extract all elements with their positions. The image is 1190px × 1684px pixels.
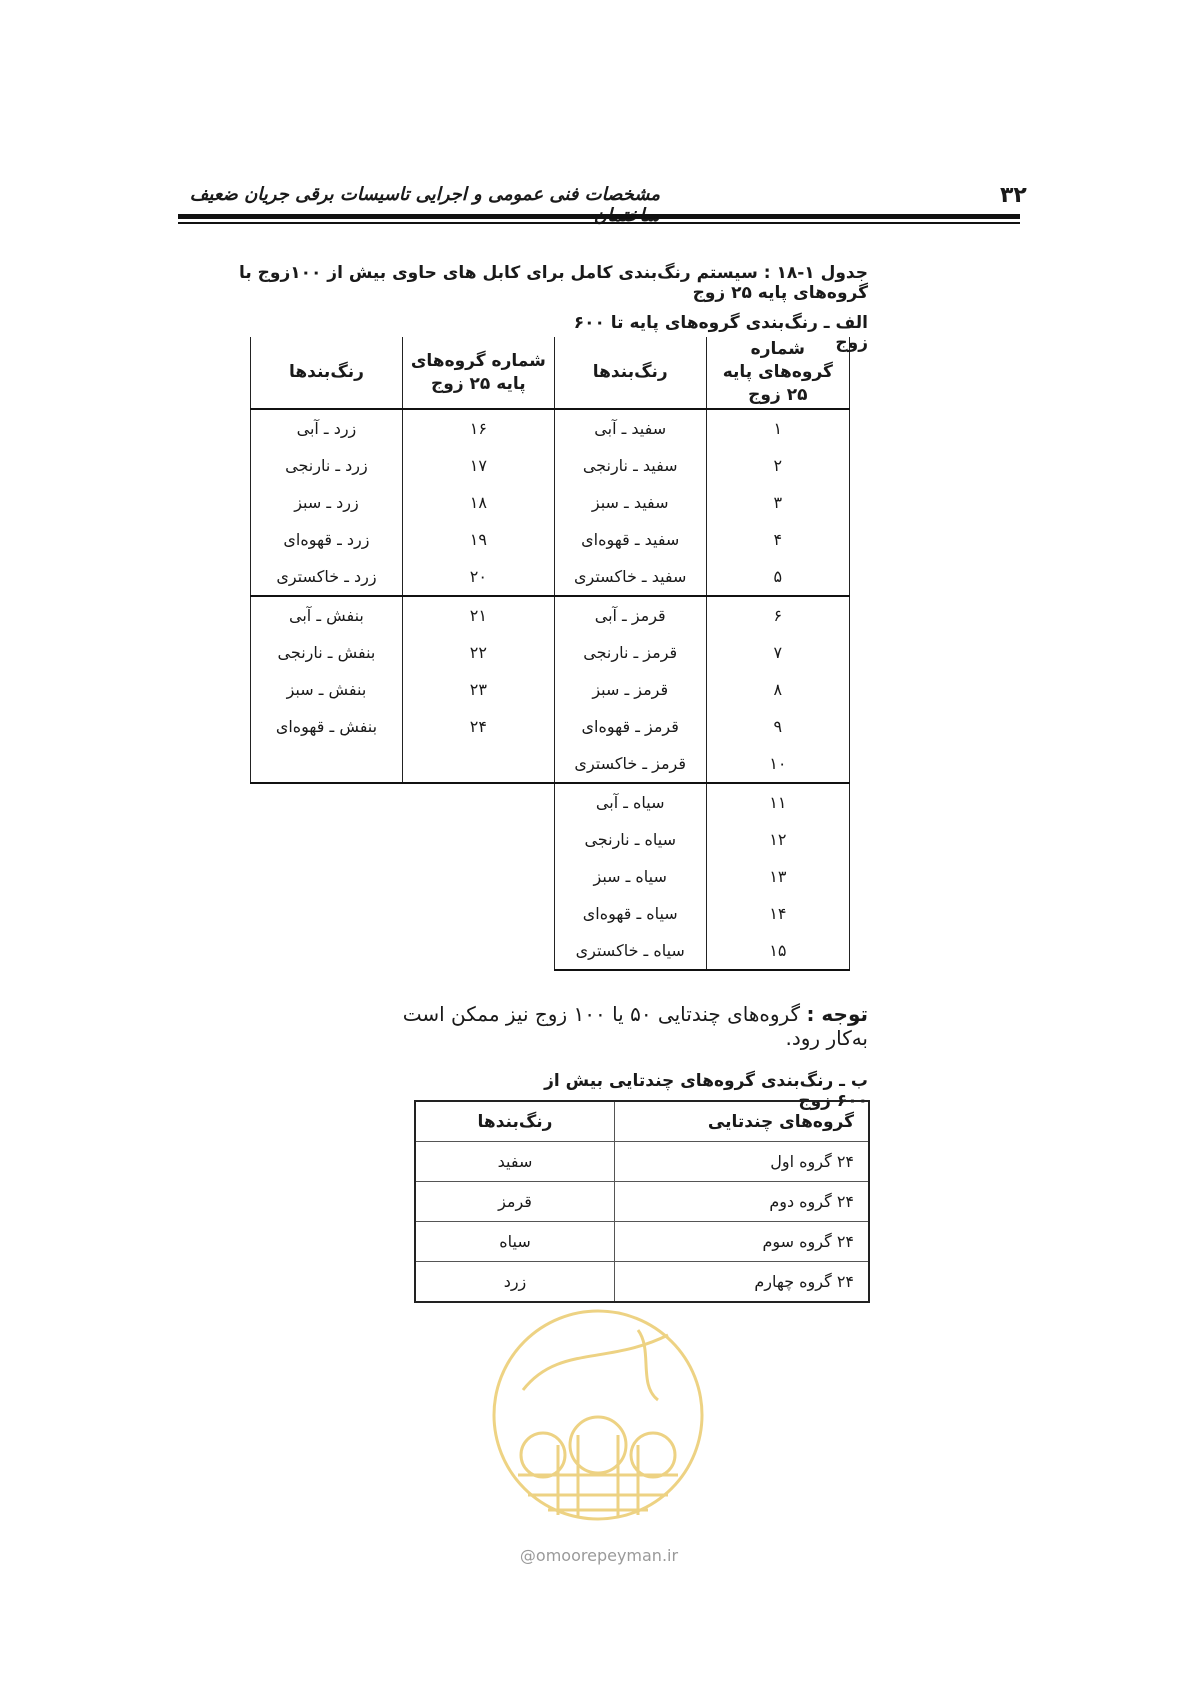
color-pair-cell: قرمز ـ قهوه‌ای <box>554 708 706 745</box>
multi-group-cell: ۲۴ گروه سوم <box>615 1222 870 1262</box>
color-pair-cell: قرمز ـ آبی <box>554 596 706 634</box>
group-number-cell: ۲۱ <box>402 596 554 634</box>
color-cell: سفید <box>415 1142 615 1182</box>
color-pair-cell: بنفش ـ آبی <box>251 596 403 634</box>
color-pair-cell: بنفش ـ نارنجی <box>251 634 403 671</box>
table-row <box>251 783 850 821</box>
color-cell: قرمز <box>415 1182 615 1222</box>
table-row <box>251 745 850 783</box>
group-number-cell: ۱۹ <box>402 521 554 558</box>
group-number-cell: ۳ <box>706 484 849 521</box>
table-row <box>251 558 850 596</box>
table-row <box>251 634 850 671</box>
table-row <box>415 1142 869 1182</box>
group-number-cell: ۱۷ <box>402 447 554 484</box>
table-caption: جدول ۱-۱۸ : سیستم رنگ‌بندی کامل برای کابل های حاوی بیش از ۱۰۰زوج با گروه‌های پایه ۲۵ زوج <box>238 263 868 303</box>
color-pair-cell <box>251 932 403 970</box>
group-number-cell: ۱۸ <box>402 484 554 521</box>
table-b-subtitle: ب ـ رنگ‌بندی گروه‌های چندتایی بیش از ۶۰۰ زوج <box>544 1071 868 1111</box>
table-a-subtitle: الف ـ رنگ‌بندی گروه‌های پایه تا ۶۰۰ زوج <box>573 313 868 353</box>
color-pair-cell <box>251 858 403 895</box>
color-pair-cell: سیاه ـ خاکستری <box>554 932 706 970</box>
color-pair-cell <box>251 821 403 858</box>
note-text: گروه‌های چندتایی ۵۰ یا ۱۰۰ زوج نیز ممکن است به‌کار رود. <box>402 1002 868 1050</box>
table-row <box>251 409 850 447</box>
group-number-cell: ۲۳ <box>402 671 554 708</box>
table-row <box>251 447 850 484</box>
color-pair-cell <box>251 783 403 821</box>
color-pair-cell: سفید ـ قهوه‌ای <box>554 521 706 558</box>
header-multi-groups: گروه‌های چندتایی <box>615 1101 870 1142</box>
color-cell: زرد <box>415 1262 615 1303</box>
running-title: مشخصات فنی عمومی و اجرایی تاسیسات برقی جریان ضعیف <box>189 184 660 205</box>
group-number-cell <box>402 895 554 932</box>
color-pair-cell: قرمز ـ خاکستری <box>554 745 706 783</box>
group-number-cell: ۲۲ <box>402 634 554 671</box>
header-rule-thin <box>178 222 1020 224</box>
color-pair-cell: زرد ـ قهوه‌ای <box>251 521 403 558</box>
publisher-logo-watermark <box>488 1305 708 1525</box>
color-cell: سیاه <box>415 1222 615 1262</box>
table-row <box>415 1262 869 1303</box>
table-row <box>251 596 850 634</box>
header-colors: رنگ‌بندها <box>415 1101 615 1142</box>
color-pair-cell: سفید ـ خاکستری <box>554 558 706 596</box>
color-pair-cell: زرد ـ آبی <box>251 409 403 447</box>
group-number-cell: ۱۲ <box>706 821 849 858</box>
group-number-cell: ۲۰ <box>402 558 554 596</box>
color-pair-cell: بنفش ـ قهوه‌ای <box>251 708 403 745</box>
note <box>360 1002 868 1050</box>
color-pair-cell: سیاه ـ نارنجی <box>554 821 706 858</box>
table-row <box>251 708 850 745</box>
group-number-cell <box>402 783 554 821</box>
table-row <box>251 895 850 932</box>
table-row <box>251 858 850 895</box>
header-group-number: شماره گروه‌های پایه ۲۵ زوج <box>402 337 554 409</box>
color-pair-cell: زرد ـ سبز <box>251 484 403 521</box>
group-number-cell: ۱۴ <box>706 895 849 932</box>
group-number-cell <box>402 858 554 895</box>
table-row <box>251 521 850 558</box>
color-code-table-b <box>414 1100 870 1303</box>
table-row <box>415 1222 869 1262</box>
multi-group-cell: ۲۴ گروه دوم <box>615 1182 870 1222</box>
group-number-cell: ۱ <box>706 409 849 447</box>
multi-group-cell: ۲۴ گروه چهارم <box>615 1262 870 1303</box>
group-number-cell: ۲۴ <box>402 708 554 745</box>
color-pair-cell <box>251 895 403 932</box>
watermark-url: @omoorepeyman.ir <box>519 1546 679 1565</box>
group-number-cell: ۵ <box>706 558 849 596</box>
table-header-row <box>415 1101 869 1142</box>
color-pair-cell: سفید ـ آبی <box>554 409 706 447</box>
group-number-cell: ۱۰ <box>706 745 849 783</box>
group-number-cell: ۱۵ <box>706 932 849 970</box>
note-label: توجه : <box>806 1002 868 1026</box>
color-pair-cell: زرد ـ خاکستری <box>251 558 403 596</box>
group-number-cell: ۶ <box>706 596 849 634</box>
group-number-cell: ۹ <box>706 708 849 745</box>
color-pair-cell: سیاه ـ سبز <box>554 858 706 895</box>
group-number-cell: ۱۱ <box>706 783 849 821</box>
table-row <box>251 484 850 521</box>
table-row <box>251 932 850 970</box>
group-number-cell: ۴ <box>706 521 849 558</box>
color-pair-cell: سیاه ـ قهوه‌ای <box>554 895 706 932</box>
color-pair-cell: قرمز ـ نارنجی <box>554 634 706 671</box>
color-pair-cell: قرمز ـ سبز <box>554 671 706 708</box>
color-pair-cell <box>251 745 403 783</box>
color-pair-cell: سفید ـ سبز <box>554 484 706 521</box>
header-colors: رنگ‌بندها <box>554 337 706 409</box>
header-group-number: شماره گروه‌های پایه ۲۵ زوج <box>706 337 849 409</box>
group-number-cell: ۷ <box>706 634 849 671</box>
header-colors: رنگ‌بندها <box>251 337 403 409</box>
table-row <box>251 821 850 858</box>
multi-group-cell: ۲۴ گروه اول <box>615 1142 870 1182</box>
color-pair-cell: زرد ـ نارنجی <box>251 447 403 484</box>
group-number-cell: ۲ <box>706 447 849 484</box>
group-number-cell: ۱۳ <box>706 858 849 895</box>
color-pair-cell: بنفش ـ سبز <box>251 671 403 708</box>
color-code-table-a <box>250 337 850 971</box>
color-pair-cell: سیاه ـ آبی <box>554 783 706 821</box>
table-header-row <box>251 337 850 409</box>
header-rule-thick <box>178 214 1020 219</box>
group-number-cell: ۸ <box>706 671 849 708</box>
group-number-cell <box>402 745 554 783</box>
table-row <box>251 671 850 708</box>
table-row <box>415 1182 869 1222</box>
group-number-cell: ۱۶ <box>402 409 554 447</box>
group-number-cell <box>402 932 554 970</box>
group-number-cell <box>402 821 554 858</box>
color-pair-cell: سفید ـ نارنجی <box>554 447 706 484</box>
page-number: ۳۲ <box>1000 183 1027 208</box>
